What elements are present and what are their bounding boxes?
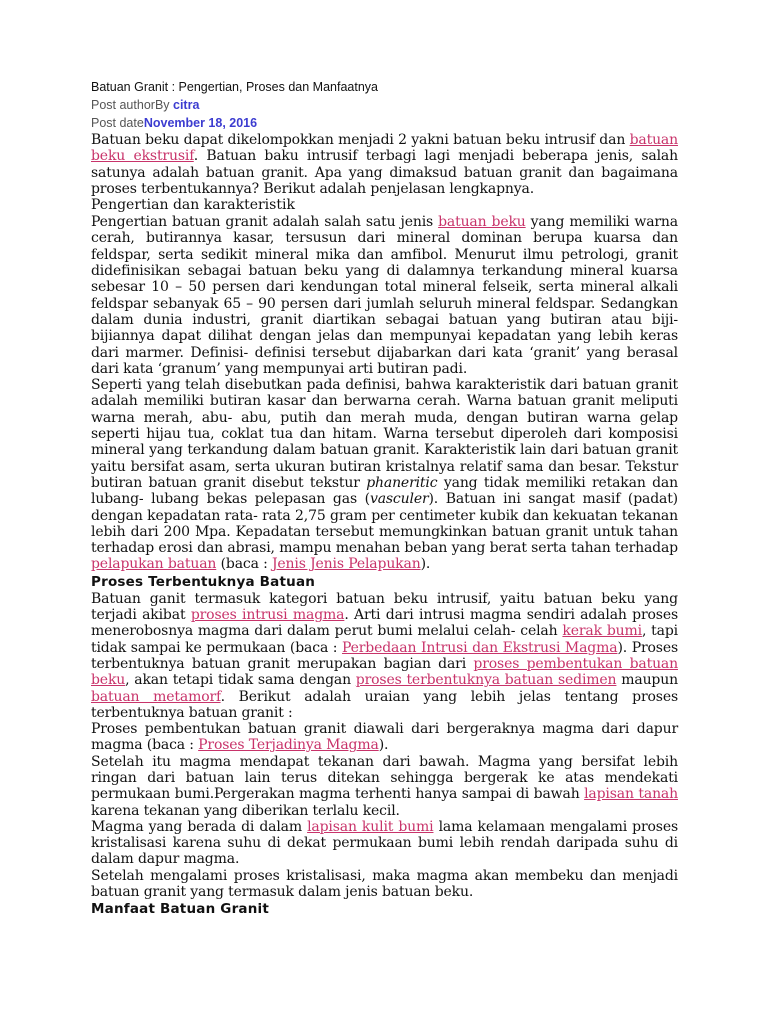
subheading-pengertian: Pengertian dan karakteristik	[91, 197, 295, 214]
text: lama kelamaan mengalami proses kristalisasi karena suhu di dekat permukaan bumi lebih rendah daripada suhu di dalam dapur magma.	[91, 818, 678, 868]
link-proses-terjadinya-magma[interactable]: Proses Terjadinya Magma	[198, 737, 379, 754]
post-date-label: Post date	[91, 116, 144, 130]
text: ).	[420, 556, 431, 573]
text: ). Batuan ini sangat masif (padat) dengan kepadatan rata- rata 2,75 gram per centimeter kubik dan kekuatan tekanan lebih dari 200 Mpa. Kepadatan tersebut memungkinkan batuan granit untuk tahan terhadap erosi dan abrasi, mampu menahan beban yang berat serta tahan terhadap	[91, 491, 678, 557]
link-kerak-bumi[interactable]: kerak bumi	[562, 623, 642, 640]
italic-term: vasculer	[369, 491, 429, 508]
heading-manfaat: Manfaat Batuan Granit	[91, 901, 270, 918]
post-author	[91, 96, 678, 114]
paragraph-karakteristik	[91, 377, 678, 573]
paragraph-pengertian	[91, 214, 678, 377]
text: . Berikut adalah uraian yang lebih jelas tentang proses terbentuknya batuan granit :	[91, 688, 678, 721]
article-title: Batuan Granit : Pengertian, Proses dan Manfaatnya	[91, 80, 378, 94]
article	[91, 78, 678, 918]
link-jenis-jenis-pelapukan[interactable]: Jenis Jenis Pelapukan	[271, 556, 421, 573]
paragraph-intro	[91, 132, 678, 197]
link-proses-pembentukan-batuan-beku[interactable]: proses pembentukan batuan beku	[91, 655, 678, 689]
link-lapisan-tanah[interactable]: lapisan tanah	[584, 786, 678, 803]
link-batuan-metamorf[interactable]: batuan metamorf	[91, 688, 221, 705]
text: Setelah itu magma mendapat tekanan dari bawah. Magma yang bersifat lebih ringan dari batuan lain terus ditekan sehingga bergerak ke atas mendekati permukaan bumi.Pergerakan magma terhenti hanya sampai di bawah	[91, 753, 678, 803]
paragraph-step-1	[91, 721, 678, 754]
text: (baca :	[216, 556, 272, 573]
post-author-name[interactable]: citra	[173, 98, 200, 112]
heading-proses: Proses Terbentuknya Batuan	[91, 573, 316, 590]
italic-term: phaneritic	[366, 474, 438, 491]
text: maupun	[616, 672, 678, 689]
text: , akan tetapi tidak sama dengan	[125, 672, 356, 689]
text: Pengertian batuan granit adalah salah satu jenis	[91, 214, 439, 231]
post-author-prefix: By	[154, 98, 173, 112]
link-pelapukan-batuan[interactable]: pelapukan batuan	[91, 556, 217, 573]
paragraph-proses	[91, 591, 678, 721]
text: Batuan beku dapat dikelompokkan menjadi 2 yakni batuan beku intrusif dan	[91, 132, 630, 148]
text: yang memiliki warna cerah, butirannya kasar, tersusun dari mineral dominan berupa kuarsa dan feldspar, serta sedikit mineral mika dan amfibol. Menurut ilmu petrologi, granit didefinisikan sebagai batuan beku yang di dalamnya terkandung mineral kuarsa sebesar 10 – 50 persen dari kendungan total mineral felseik, serta mineral alkali feldspar sebanyak 65 – 90 persen dari jumlah seluruh mineral feldspar. Sedangkan dalam dunia industri, granit diartikan sebagai batuan yang butiran atau biji- bijiannya dapat dilihat dengan jelas dan mempunyai kepadatan yang lebih keras dari marmer. Definisi- definisi tersebut dijabarkan dari kata ‘granit’ yang berasal dari kata ‘granum’ yang mempunyai arti butiran padi.	[91, 214, 678, 377]
text: Batuan ganit termasuk kategori batuan beku intrusif, yaitu batuan beku yang terjadi akibat	[91, 590, 678, 624]
text: karena tekanan yang diberikan terlalu kecil.	[91, 802, 400, 819]
text: Proses pembentukan batuan granit diawali dari bergeraknya magma dari dapur magma (baca :	[91, 721, 678, 754]
post-date	[91, 114, 678, 132]
link-proses-intrusi-magma[interactable]: proses intrusi magma	[190, 607, 345, 624]
post-date-value: November 18, 2016	[143, 116, 258, 130]
link-perbedaan-intrusi-ekstrusi[interactable]: Perbedaan Intrusi dan Ekstrusi Magma	[341, 639, 618, 656]
post-author-label: Post author	[91, 98, 155, 112]
text: . Batuan baku intrusif terbagi lagi menjadi beberapa jenis, salah satunya adalah batuan granit. Apa yang dimaksud batuan granit dan bagaimana proses terbentukannya? Berikut adalah penjelasan lengkapnya.	[91, 148, 678, 197]
text: , tapi tidak sampai ke permukaan (baca :	[91, 623, 678, 656]
text: Seperti yang telah disebutkan pada definisi, bahwa karakteristik dari batuan granit adalah memiliki butiran kasar dan berwarna cerah. Warna batuan granit meliputi warna merah, abu- abu, putih dan merah muda, dengan butiran warna gelap seperti hijau tua, coklat tua dan hitam. Warna tersebut diperoleh dari komposisi mineral yang terkandung dalam batuan granit. Karakteristik lain dari batuan granit yaitu bersifat asam, serta ukuran butiran kristalnya relatif sama dan besar. Tekstur butiran batuan granit disebut tekstur	[91, 377, 678, 491]
text: yang tidak memiliki retakan dan lubang- lubang bekas pelepasan gas (	[91, 474, 678, 508]
link-batuan-beku[interactable]: batuan beku	[438, 214, 526, 231]
text: ).	[378, 737, 389, 754]
link-lapisan-kulit-bumi[interactable]: lapisan kulit bumi	[307, 818, 434, 835]
text: Magma yang berada di dalam	[91, 818, 308, 835]
link-proses-batuan-sedimen[interactable]: proses terbentuknya batuan sedimen	[355, 672, 617, 689]
paragraph-step-2	[91, 754, 678, 819]
paragraph-step-3	[91, 819, 678, 868]
paragraph-step-4: Setelah mengalami proses kristalisasi, maka magma akan membeku dan menjadi batuan granit yang termasuk dalam jenis batuan beku.	[91, 867, 678, 901]
link-batuan-beku-ekstrusif[interactable]: batuan beku ekstrusif	[91, 132, 678, 165]
text: . Arti dari intrusi magma sendiri adalah proses menerobosnya magma dari dalam perut bumi melalui celah- celah	[91, 607, 678, 640]
text: ). Proses terbentuknya batuan granit merupakan bagian dari	[91, 639, 678, 672]
